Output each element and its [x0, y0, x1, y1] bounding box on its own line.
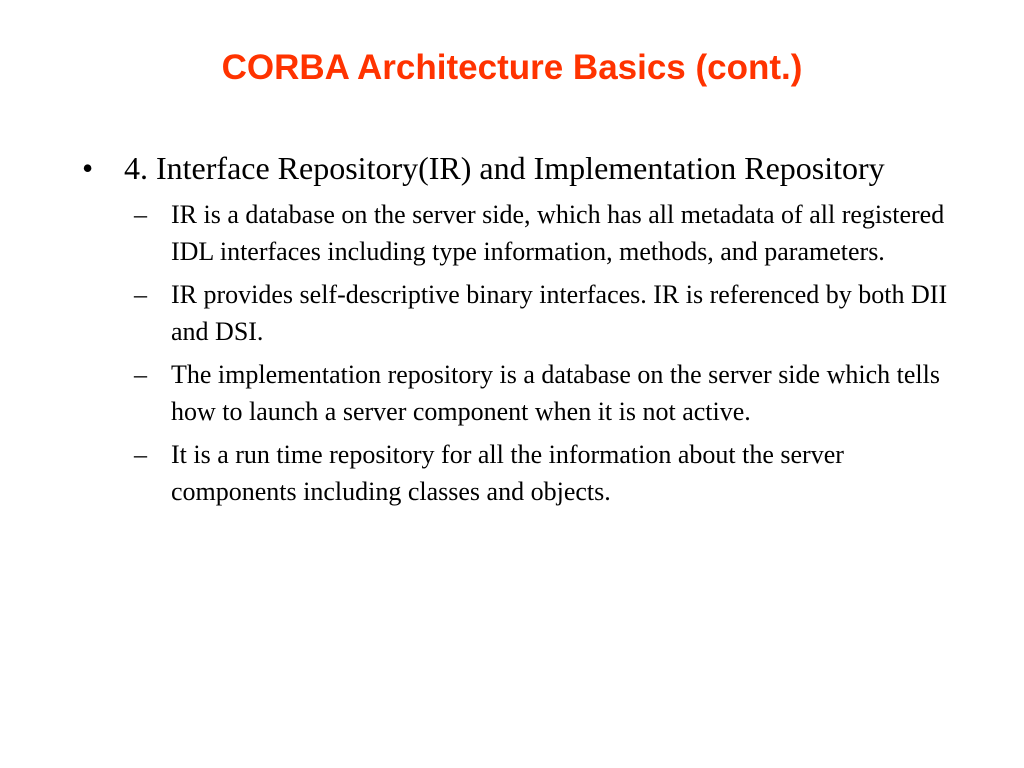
- bullet-marker: •: [82, 150, 94, 186]
- sub-item-text: The implementation repository is a database on the server side which tells how to launch a server component when it is not active.: [171, 360, 940, 426]
- sub-item-ir-interfaces: [82, 276, 971, 350]
- dash-marker: –: [134, 440, 147, 469]
- sub-item-implementation-repository: [82, 356, 971, 430]
- sub-item-text: It is a run time repository for all the information about the server components including classes and objects.: [171, 440, 844, 506]
- bullet-item: [82, 148, 962, 188]
- sub-item-ir-database: [82, 196, 971, 270]
- bullet-text: 4. Interface Repository(IR) and Implementation Repository: [124, 150, 885, 186]
- dash-marker: –: [134, 200, 147, 229]
- slide-title: CORBA Architecture Basics (cont.): [221, 48, 803, 87]
- sub-item-text: IR is a database on the server side, which has all metadata of all registered IDL interfaces including type information, methods, and parameters.: [171, 200, 945, 266]
- sub-item-runtime-repository: [82, 436, 971, 510]
- sub-item-text: IR provides self-descriptive binary interfaces. IR is referenced by both DII and DSI.: [171, 280, 948, 346]
- dash-marker: –: [134, 280, 147, 309]
- dash-marker: –: [134, 360, 147, 389]
- slide-body: [82, 148, 962, 516]
